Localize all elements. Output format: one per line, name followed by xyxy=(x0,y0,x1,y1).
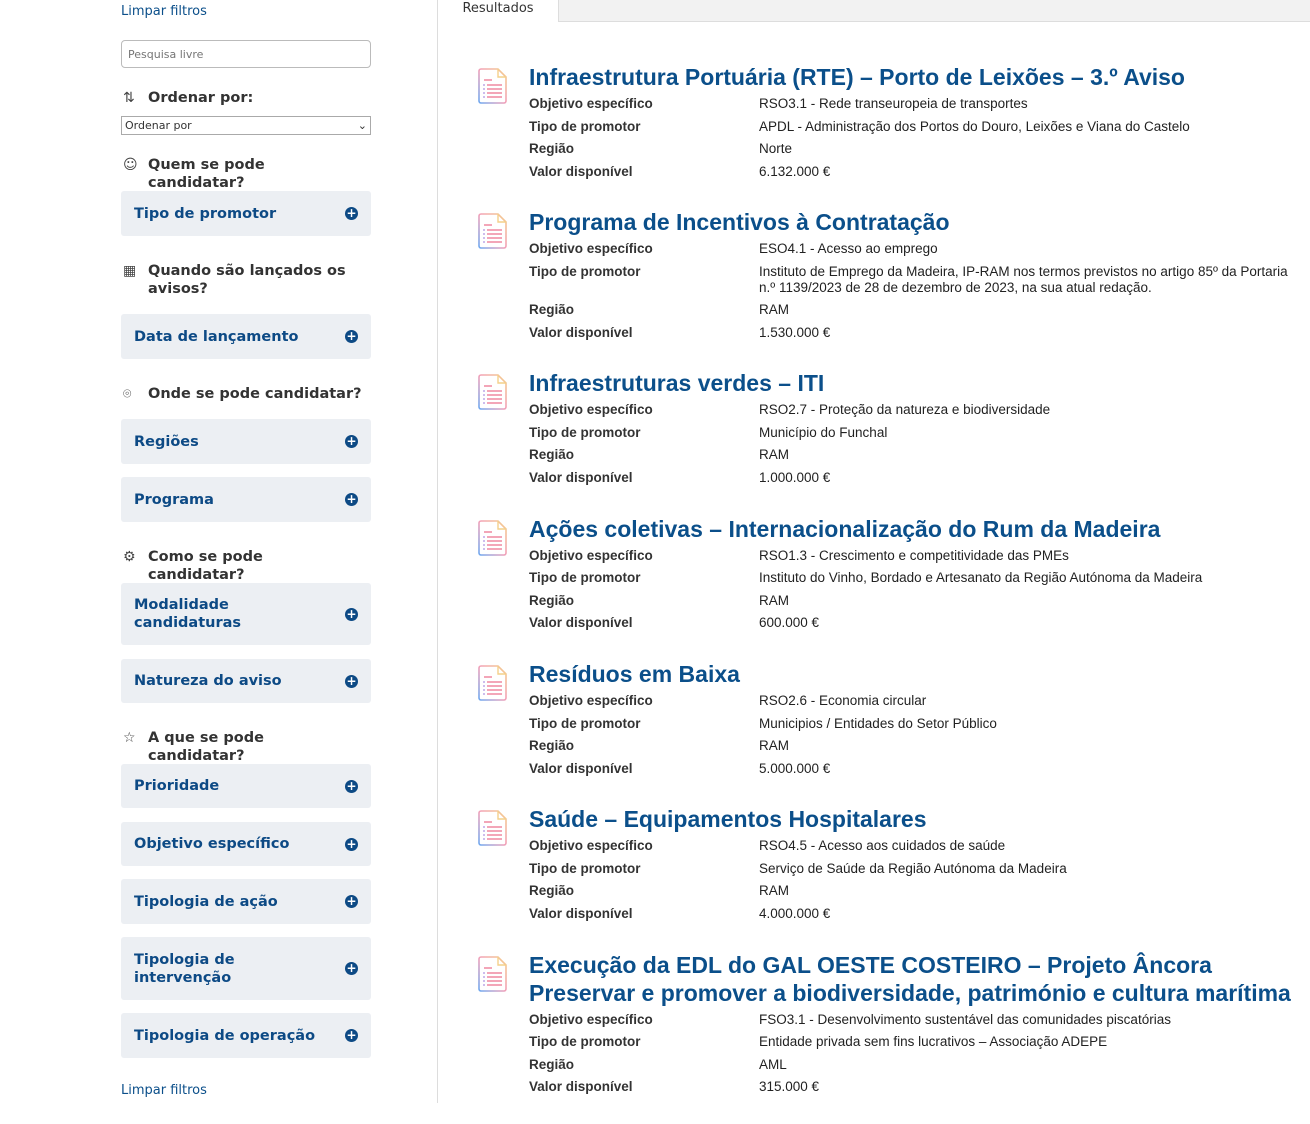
results-list xyxy=(478,63,1298,1124)
result-title[interactable]: Programa de Incentivos à Contratação xyxy=(529,209,950,236)
result-row-valor xyxy=(529,161,1190,184)
result-card xyxy=(478,63,1298,183)
filter-modalidade[interactable]: Modalidade candidaturas + xyxy=(121,583,371,645)
field-label: Objetivo específico xyxy=(529,1011,653,1027)
plus-icon: + xyxy=(346,329,357,343)
field-value: AML xyxy=(759,1056,787,1072)
field-label: Objetivo específico xyxy=(529,692,653,708)
section-who: ☺ Quem se pode candidatar? xyxy=(123,157,265,191)
plus-icon: + xyxy=(346,206,357,220)
field-label: Região xyxy=(529,447,575,463)
result-row-objetivo xyxy=(529,238,1298,261)
field-label: Região xyxy=(529,301,575,317)
field-label: Região xyxy=(529,738,575,754)
field-label: Região xyxy=(529,141,575,157)
document-icon xyxy=(478,212,509,250)
result-title[interactable]: Infraestruturas verdes – ITI xyxy=(529,370,825,397)
result-row-objetivo xyxy=(529,545,1202,568)
search-input[interactable] xyxy=(121,40,371,68)
field-label: Tipo de promotor xyxy=(529,263,641,279)
field-label: Tipo de promotor xyxy=(529,424,641,440)
filter-objetivo[interactable]: Objetivo específico + xyxy=(121,822,371,866)
clear-filters-top[interactable]: Limpar filtros xyxy=(121,4,207,19)
document-icon xyxy=(478,955,509,993)
field-value: APDL - Administração dos Portos do Douro, Leixões e Viana do Castelo xyxy=(759,118,1190,134)
result-title[interactable]: Ações coletivas – Internacionalização do Rum da Madeira xyxy=(529,515,1161,542)
result-card xyxy=(478,805,1298,925)
field-value: RSO2.6 - Economia circular xyxy=(759,692,927,708)
field-label: Região xyxy=(529,883,575,899)
field-label: Valor disponível xyxy=(529,324,633,340)
result-row-regiao xyxy=(529,1054,1298,1077)
field-value: FSO3.1 - Desenvolvimento sustentável das comunidades piscatórias xyxy=(759,1011,1171,1027)
filter-regioes[interactable]: Regiões + xyxy=(121,419,371,464)
field-value: 5.000.000 € xyxy=(759,760,831,776)
field-value: 1.530.000 € xyxy=(759,324,831,340)
field-label: Objetivo específico xyxy=(529,547,653,563)
field-label: Valor disponível xyxy=(529,469,633,485)
filter-tipologia-intervencao[interactable]: Tipologia de intervenção + xyxy=(121,937,371,1000)
result-row-objetivo xyxy=(529,1009,1298,1032)
section-what: ☆ A que se pode candidatar? xyxy=(123,730,264,764)
field-value: RAM xyxy=(759,301,789,317)
plus-icon: + xyxy=(346,778,357,793)
plus-icon: + xyxy=(346,434,357,448)
result-row-regiao xyxy=(529,299,1298,322)
result-row-tipo xyxy=(529,422,1050,445)
result-row-valor xyxy=(529,467,1050,490)
result-row-valor xyxy=(529,1076,1298,1099)
field-label: Região xyxy=(529,592,575,608)
field-label: Tipo de promotor xyxy=(529,860,641,876)
field-value: Instituto do Vinho, Bordado e Artesanato da Região Autónoma da Madeira xyxy=(759,570,1203,586)
document-icon xyxy=(478,519,509,557)
field-value: RSO4.5 - Acesso aos cuidados de saúde xyxy=(759,838,1006,854)
result-row-objetivo xyxy=(529,93,1190,116)
document-icon xyxy=(478,809,509,847)
field-label: Valor disponível xyxy=(529,615,633,631)
field-value: RAM xyxy=(759,738,789,754)
chevron-down-icon: ⌄ xyxy=(357,119,367,132)
plus-icon: + xyxy=(346,492,357,506)
field-value: RAM xyxy=(759,447,789,463)
tab-bar xyxy=(438,0,1310,22)
filter-tipologia-acao[interactable]: Tipologia de ação + xyxy=(121,879,371,924)
field-label: Objetivo específico xyxy=(529,96,653,111)
clear-filters-bottom[interactable]: Limpar filtros xyxy=(121,1083,207,1098)
plus-icon: + xyxy=(346,1028,357,1042)
section-when: ▦ Quando são lançados os avisos? xyxy=(123,263,346,297)
field-value: RSO2.7 - Proteção da natureza e biodiversidade xyxy=(759,402,1051,418)
field-value: RSO1.3 - Crescimento e competitividade das PMEs xyxy=(759,547,1069,563)
result-card xyxy=(478,208,1298,344)
result-row-valor xyxy=(529,903,1067,926)
plus-icon: + xyxy=(346,894,357,908)
result-card xyxy=(478,369,1298,489)
filter-tipologia-operacao[interactable]: Tipologia de operação + xyxy=(121,1013,371,1058)
gear-icon: ⚙ xyxy=(123,549,136,565)
filter-programa[interactable]: Programa + xyxy=(121,477,371,522)
result-card xyxy=(478,951,1298,1099)
result-title[interactable]: Resíduos em Baixa xyxy=(529,660,740,687)
filter-data-lancamento[interactable]: Data de lançamento + xyxy=(121,314,371,359)
document-icon xyxy=(478,373,509,411)
field-label: Objetivo específico xyxy=(529,402,653,418)
filter-natureza[interactable]: Natureza do aviso + xyxy=(121,659,371,703)
person-icon: ☺ xyxy=(123,157,138,173)
result-row-regiao xyxy=(529,880,1067,903)
result-row-valor xyxy=(529,612,1202,635)
field-value: 1.000.000 € xyxy=(759,469,831,485)
field-value: ESO4.1 - Acesso ao emprego xyxy=(759,241,938,257)
field-value: Município do Funchal xyxy=(759,424,888,440)
field-value: RSO3.1 - Rede transeuropeia de transportes xyxy=(759,96,1028,111)
result-row-tipo xyxy=(529,567,1202,590)
filter-tipo-promotor[interactable]: Tipo de promotor + xyxy=(121,191,371,236)
result-row-regiao xyxy=(529,735,997,758)
result-title[interactable]: Saúde – Equipamentos Hospitalares xyxy=(529,806,927,833)
field-value: Entidade privada sem fins lucrativos – Associação ADEPE xyxy=(759,1034,1108,1050)
field-label: Valor disponível xyxy=(529,760,633,776)
field-value: RAM xyxy=(759,883,789,899)
result-card xyxy=(478,515,1298,635)
result-row-objetivo xyxy=(529,835,1067,858)
plus-icon: + xyxy=(346,606,357,621)
field-value: 600.000 € xyxy=(759,615,820,631)
sort-select[interactable]: Ordenar por ⌄ xyxy=(121,116,371,135)
filter-prioridade[interactable]: Prioridade + xyxy=(121,764,371,808)
result-row-tipo xyxy=(529,858,1067,881)
field-label: Objetivo específico xyxy=(529,241,653,257)
result-row-valor xyxy=(529,322,1298,345)
result-title[interactable]: Execução da EDL do GAL OESTE COSTEIRO – Projeto Âncora Preservar e promover a biodiversidade, património e cultura marítima xyxy=(529,951,1291,1006)
result-title[interactable]: Infraestrutura Portuária (RTE) – Porto de Leixões – 3.º Aviso xyxy=(529,64,1185,90)
field-label: Região xyxy=(529,1056,575,1072)
field-value: RAM xyxy=(759,592,789,608)
sort-heading: ⇅ Ordenar por: xyxy=(123,90,254,106)
field-label: Valor disponível xyxy=(529,163,633,179)
field-label: Valor disponível xyxy=(529,1079,633,1095)
field-value: 4.000.000 € xyxy=(759,906,831,922)
document-icon xyxy=(478,67,509,105)
document-icon xyxy=(478,664,509,702)
result-card xyxy=(478,660,1298,780)
result-row-regiao xyxy=(529,138,1190,161)
plus-icon: + xyxy=(346,961,357,975)
sort-icon: ⇅ xyxy=(123,90,135,106)
field-label: Valor disponível xyxy=(529,906,633,922)
section-how: ⚙ Como se pode candidatar? xyxy=(123,549,263,583)
tab-resultados[interactable]: Resultados xyxy=(438,0,559,22)
field-value: Municipios / Entidades do Setor Público xyxy=(759,715,997,731)
result-row-objetivo xyxy=(529,690,997,713)
plus-icon: + xyxy=(346,673,357,688)
result-row-regiao xyxy=(529,590,1202,613)
result-row-regiao xyxy=(529,444,1050,467)
result-row-tipo xyxy=(529,261,1298,299)
field-label: Objetivo específico xyxy=(529,838,653,854)
field-value: Instituto de Emprego da Madeira, IP-RAM nos termos previstos no artigo 85º da Portaria n.º 1139/2023 de 28 de dezembro de 2023, na sua atual redação. xyxy=(759,263,1288,295)
divider xyxy=(437,0,438,1103)
field-label: Tipo de promotor xyxy=(529,118,641,134)
calendar-icon: ▦ xyxy=(123,263,137,279)
field-label: Tipo de promotor xyxy=(529,715,641,731)
field-value: 6.132.000 € xyxy=(759,163,831,179)
result-row-tipo xyxy=(529,1031,1298,1054)
field-value: 315.000 € xyxy=(759,1079,820,1095)
result-row-valor xyxy=(529,758,997,781)
location-pin-icon: ⌾ xyxy=(123,386,132,402)
section-where: ⌾ Onde se pode candidatar? xyxy=(123,386,362,402)
result-row-tipo xyxy=(529,116,1190,139)
field-label: Tipo de promotor xyxy=(529,570,641,586)
result-row-tipo xyxy=(529,713,997,736)
result-row-objetivo xyxy=(529,399,1050,422)
field-label: Tipo de promotor xyxy=(529,1034,641,1050)
field-value: Norte xyxy=(759,141,793,157)
plus-icon: + xyxy=(346,836,357,851)
field-value: Serviço de Saúde da Região Autónoma da Madeira xyxy=(759,860,1067,876)
star-icon: ☆ xyxy=(123,730,136,746)
